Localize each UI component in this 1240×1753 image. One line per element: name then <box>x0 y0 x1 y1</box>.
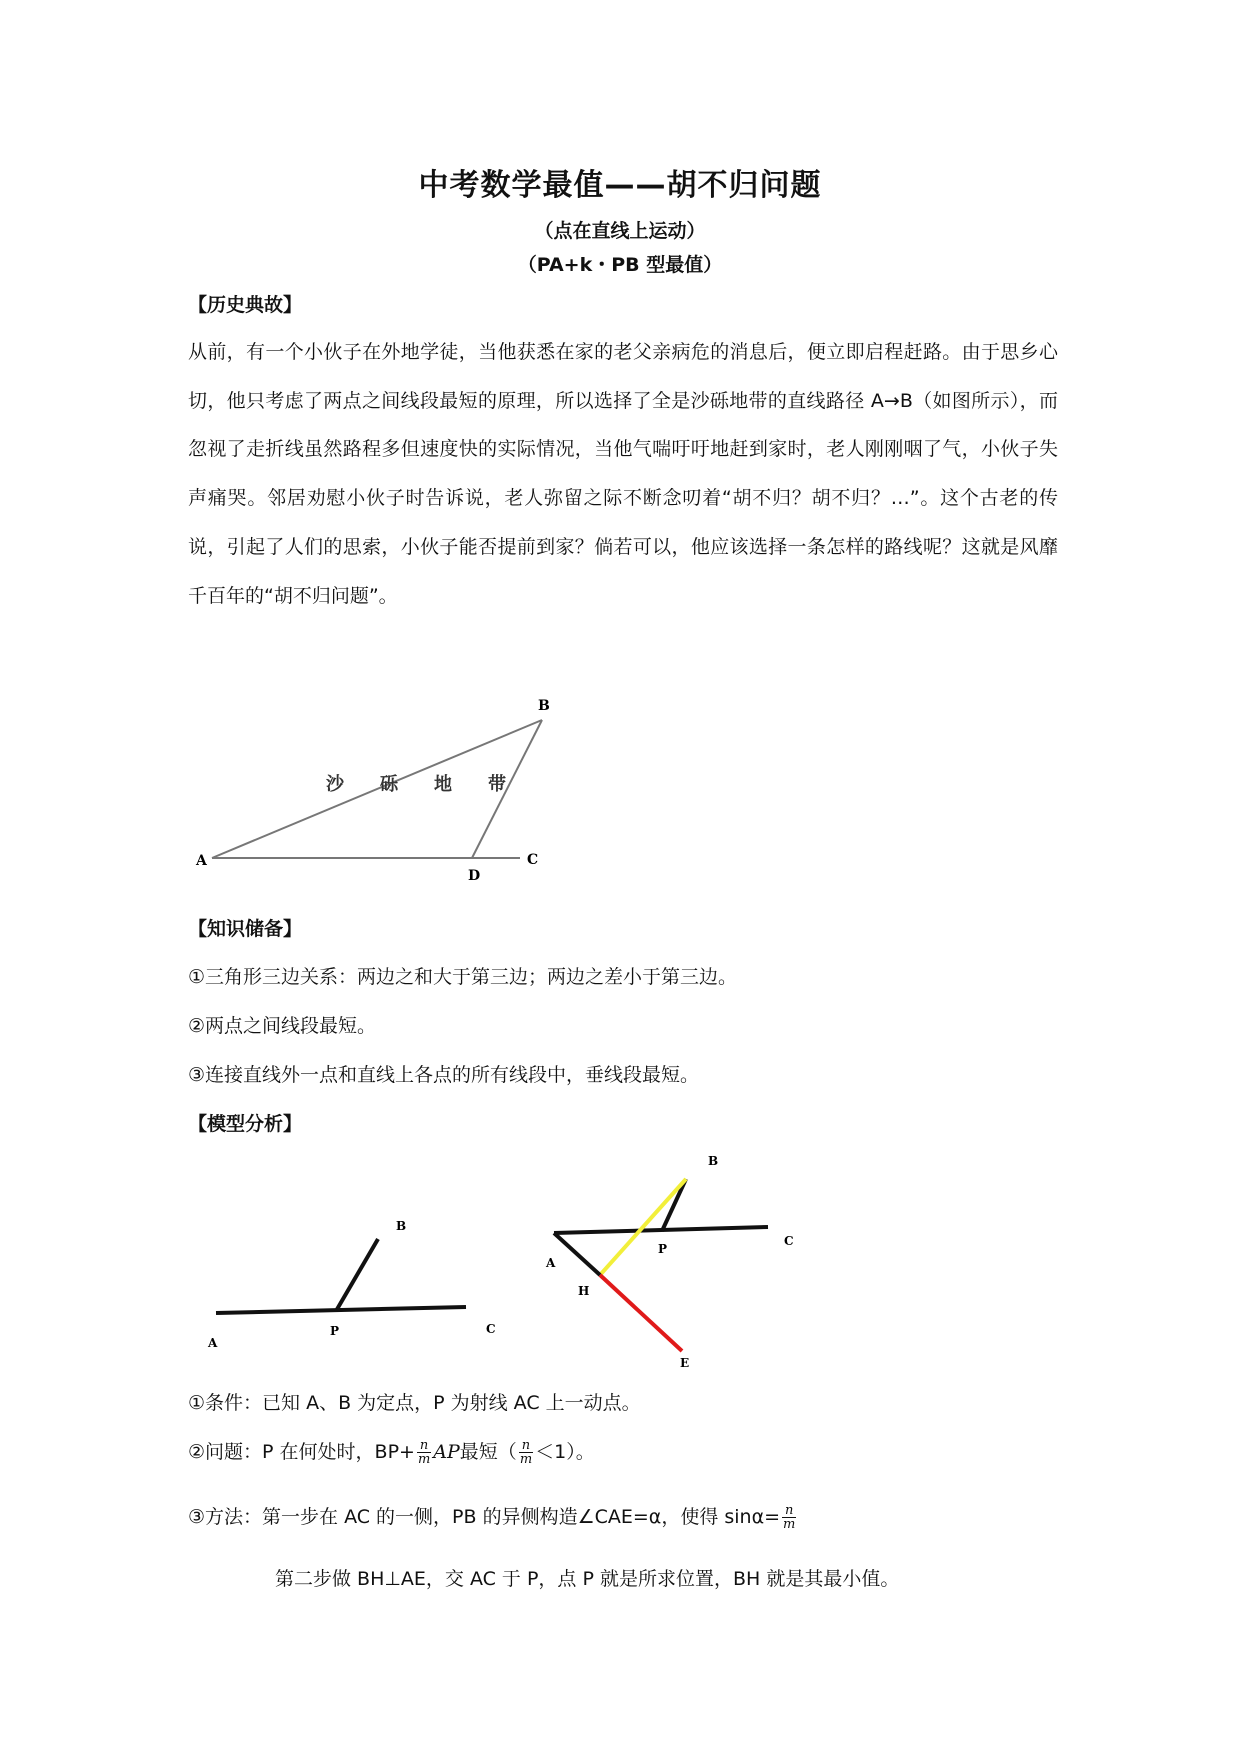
method-prefix: ③方法：第一步在 AC 的一侧，PB 的异侧构造∠CAE=α，使得 sinα= <box>188 1506 781 1528</box>
segment-BH-yellow <box>600 1179 686 1275</box>
section-heading-history: 【历史典故】 <box>188 294 303 316</box>
label-A: A <box>208 1336 218 1350</box>
label-C: C <box>486 1322 496 1336</box>
label-P: P <box>658 1242 668 1256</box>
region-char-2: 砾 <box>380 774 398 795</box>
model-method-step2: 第二步做 BH⊥AE，交 AC 于 P，点 P 就是所求位置，BH 就是其最小值。 <box>275 1568 900 1590</box>
question-mid: 最短（ <box>459 1441 517 1463</box>
fraction-n-over-m: $\frac{n}{m}$ <box>417 1438 431 1467</box>
knowledge-item-1: ①三角形三边关系：两边之和大于第三边；两边之差小于第三边。 <box>188 966 738 988</box>
segment-DB <box>472 720 542 858</box>
ray-AC <box>216 1307 466 1313</box>
label-B: B <box>396 1219 407 1233</box>
page-subtitle-1: （点在直线上运动） <box>534 220 706 242</box>
region-char-4: 带 <box>488 774 506 795</box>
label-C: C <box>784 1234 794 1248</box>
label-A: A <box>196 853 207 869</box>
question-lt: ＜1）。 <box>535 1441 595 1463</box>
label-P: P <box>330 1324 340 1338</box>
history-paragraph: 从前，有一个小伙子在外地学徒，当他获悉在家的老父亲病危的消息后，便立即启程赶路。由于思乡心切，他只考虑了两点之间线段最短的原理，所以选择了全是沙砾地带的直线路径 A→B（如图所示），而忽视了走折线虽然路程多但速度快的实际情况，当他气喘吁吁地赶到家时，老人刚刚咽了气，小伙子失声痛哭。邻居劝慰小伙子时告诉说，老人弥留之际不断念叨着“胡不归？胡不归？…”。这个古老的传说，引起了人们的思索，小伙子能否提前到家？倘若可以，他应该选择一条怎样的路线呢？这就是风靡千百年的“胡不归问题”。 <box>188 341 1058 607</box>
figure-sand-triangle <box>180 690 560 890</box>
ray-AE-black <box>554 1233 600 1275</box>
model-method-step1 <box>188 1502 798 1531</box>
model-condition: ①条件：已知 A、B 为定点，P 为射线 AC 上一动点。 <box>188 1392 641 1414</box>
figure-construction-model <box>540 1145 830 1370</box>
model-question <box>188 1437 595 1466</box>
question-prefix: ②问题：P 在何处时，BP+ <box>188 1441 415 1463</box>
label-B: B <box>708 1154 719 1168</box>
label-H: H <box>578 1284 590 1298</box>
label-D: D <box>468 868 481 884</box>
figure-basic-model <box>200 1215 520 1365</box>
knowledge-item-3: ③连接直线外一点和直线上各点的所有线段中，垂线段最短。 <box>188 1064 700 1086</box>
fraction-n-over-m-2: $\frac{n}{m}$ <box>519 1438 533 1467</box>
question-ap: AP <box>433 1441 460 1463</box>
fraction-sin-alpha: $\frac{n}{m}$ <box>783 1503 796 1532</box>
page-subtitle-2: （PA+k・PB 型最值） <box>517 254 723 276</box>
section-heading-knowledge: 【知识储备】 <box>188 918 303 940</box>
region-char-1: 沙 <box>326 774 344 795</box>
ray-AE-red <box>600 1275 682 1351</box>
label-E: E <box>680 1356 690 1370</box>
label-B: B <box>538 698 550 714</box>
page-title: 中考数学最值——胡不归问题 <box>418 168 822 203</box>
knowledge-item-2: ②两点之间线段最短。 <box>188 1015 377 1037</box>
segment-PB <box>662 1179 686 1231</box>
label-C: C <box>527 852 539 868</box>
section-heading-model: 【模型分析】 <box>188 1113 303 1135</box>
segment-PB <box>336 1239 378 1311</box>
label-A: A <box>546 1256 556 1270</box>
region-char-3: 地 <box>434 774 452 795</box>
